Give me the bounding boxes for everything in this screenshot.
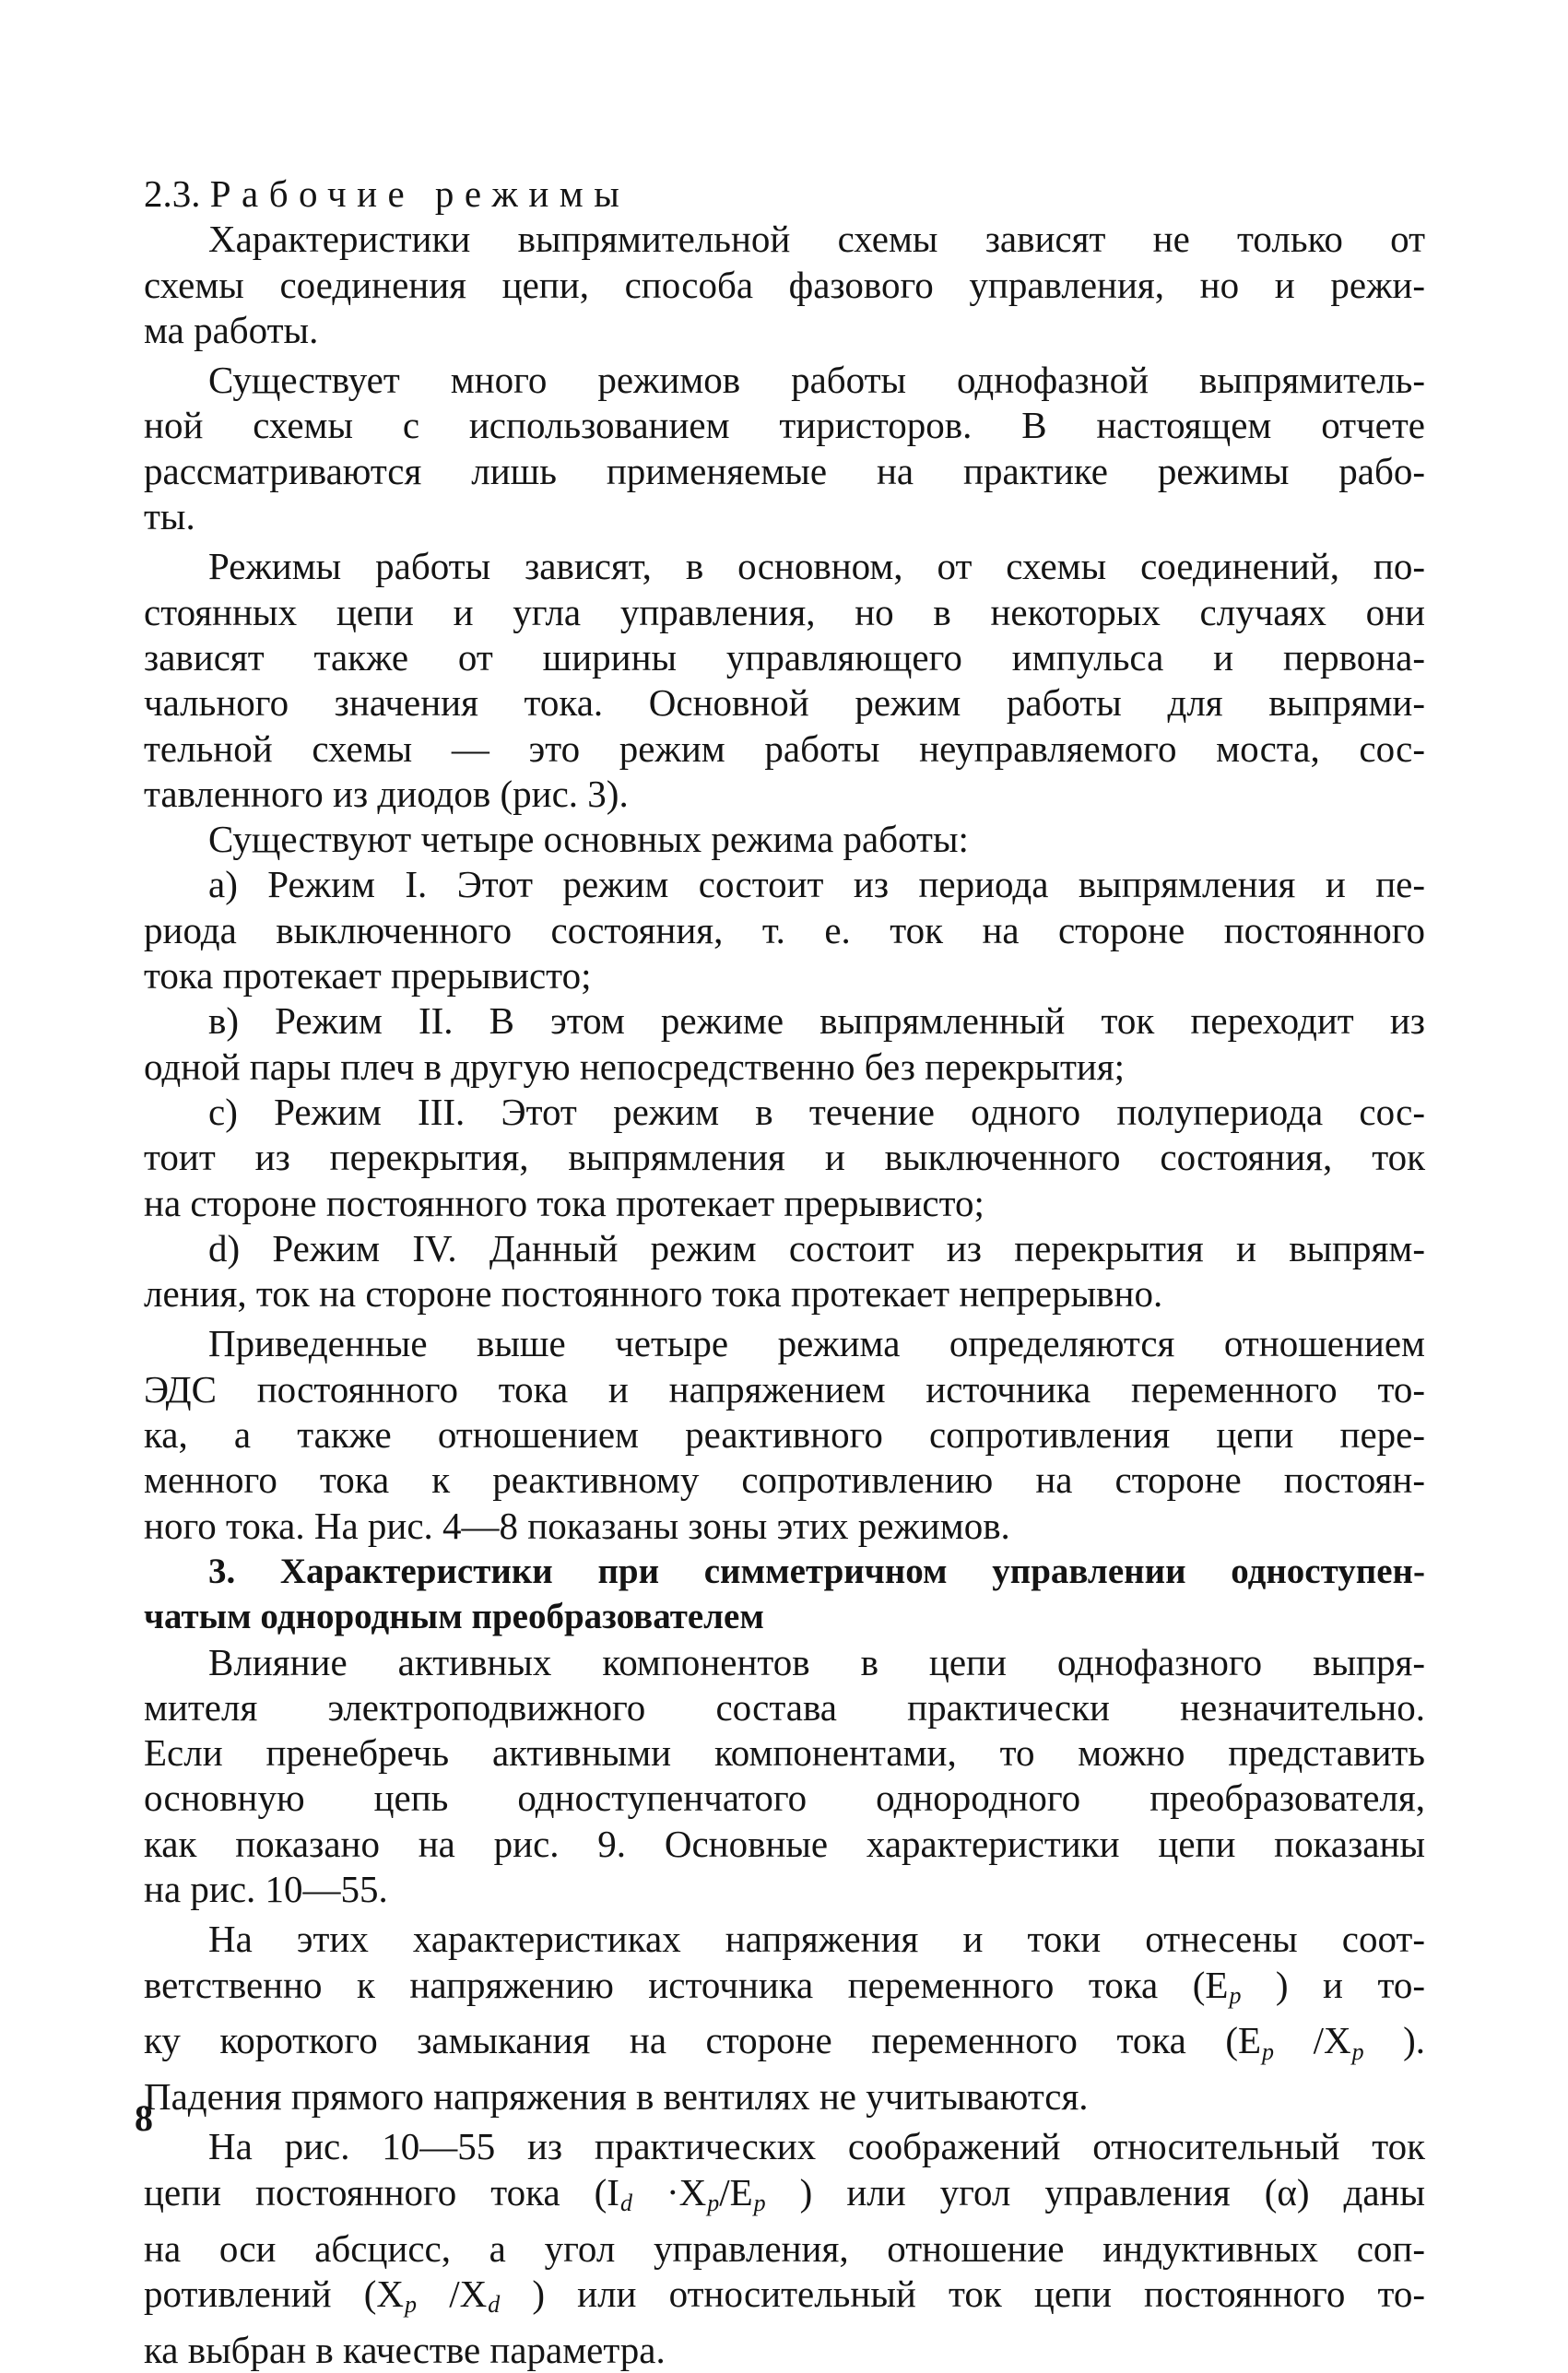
text-run: ). <box>1403 2019 1426 2062</box>
text-line: мителя электроподвижного состава практически незначительно. <box>144 1685 1425 1729</box>
text-line: Существует много режимов работы однофазной выпрямитель- <box>208 359 1425 402</box>
text-run: ) или угол управления (α) даны <box>799 2170 1426 2214</box>
text-column <box>144 171 1425 2373</box>
text-line: Падения прямого напряжения в вентилях не учитываются. <box>144 2075 1089 2119</box>
text-run: ) и то- <box>1275 1963 1426 2006</box>
list-item-line: тоит из перекрытия, выпрямления и выключенного состояния, ток <box>144 1136 1425 1179</box>
text-line: тельной схемы — это режим работы неуправляемого моста, сос- <box>144 726 1425 770</box>
section-number: 2.3. <box>144 172 201 215</box>
formula-line <box>144 2272 1425 2328</box>
text-line: Режимы работы зависят, в основном, от схемы соединений, по- <box>208 545 1425 588</box>
formula-line <box>144 2170 1425 2226</box>
text-line: основную цепь одноступенчатого однородного преобразователя, <box>144 1777 1425 1820</box>
subscript: p <box>707 2190 720 2217</box>
text-line: тавленного из диодов (рис. 3). <box>144 772 629 815</box>
chapter-heading: 3. Характеристики при симметричном управлении одноступен- <box>208 1551 1425 1591</box>
formula-line <box>144 2018 1425 2074</box>
list-item-line: с) Режим III. Этот режим в течение одного полупериода сос- <box>208 1090 1425 1133</box>
subscript: d <box>488 2291 501 2319</box>
list-item-line: ления, ток на стороне постоянного тока протекает непрерывно. <box>144 1272 1163 1316</box>
text-run: /E <box>719 2170 753 2214</box>
subscript: d <box>619 2190 632 2217</box>
text-run: ротивлений (X <box>144 2272 405 2315</box>
text-line: ной схемы с использованием тиристоров. В настоящем отчете <box>144 404 1425 447</box>
text-line: Существуют четыре основных режима работы: <box>208 818 969 861</box>
text-run: цепи постоянного тока (I <box>144 2170 619 2214</box>
text-line: на оси абсцисс, а угол управления, отношение индуктивных соп- <box>144 2226 1425 2270</box>
text-line: рассматриваются лишь применяемые на практике режимы рабо- <box>144 449 1425 492</box>
text-line: ного тока. На рис. 4—8 показаны зоны этих режимов. <box>144 1504 1010 1547</box>
section-title: Рабочие режимы <box>209 172 631 215</box>
text-line: стоянных цепи и угла управления, но в некоторых случаях они <box>144 590 1425 633</box>
text-line: менного тока к реактивному сопротивлению на стороне постоян- <box>144 1458 1425 1502</box>
subscript: p <box>405 2291 418 2319</box>
list-item-line: одной пары плеч в другую непосредственно без перекрытия; <box>144 1045 1126 1088</box>
text-line: Характеристики выпрямительной схемы зависят не только от <box>208 218 1425 261</box>
text-line: Влияние активных компонентов в цепи однофазного выпря- <box>208 1640 1425 1683</box>
list-item-line: риода выключенного состояния, т. е. ток на стороне постоянного <box>144 908 1425 951</box>
chapter-heading: чатым однородным преобразователем <box>144 1597 764 1637</box>
text-line: зависят также от ширины управляющего импульса и первона- <box>144 635 1425 679</box>
text-run: ) или относительный ток цепи постоянного то- <box>532 2272 1426 2315</box>
section-heading <box>144 171 1425 217</box>
list-item-line: а) Режим I. Этот режим состоит из периода выпрямления и пе- <box>208 863 1425 906</box>
text-line: ма работы. <box>144 308 319 351</box>
text-line: схемы соединения цепи, способа фазового управления, но и режи- <box>144 263 1425 306</box>
text-line: На этих характеристиках напряжения и токи отнесены соот- <box>208 1918 1425 1961</box>
subscript: p <box>753 2190 766 2217</box>
list-item-line: d) Режим IV. Данный режим состоит из перекрытия и выпрям- <box>208 1226 1425 1269</box>
text-line: ка выбран в качестве параметра. <box>144 2328 666 2371</box>
list-item-line: на стороне постоянного тока протекает прерывисто; <box>144 1181 984 1224</box>
text-line: ЭДС постоянного тока и напряжением источника переменного то- <box>144 1367 1425 1411</box>
subscript: p <box>1262 2037 1275 2065</box>
text-run: ветственно к напряжению источника переменного тока (E <box>144 1963 1229 2006</box>
text-line: На рис. 10—55 из практических соображений относительный ток <box>208 2125 1425 2168</box>
text-line: на рис. 10—55. <box>144 1867 388 1910</box>
text-line: как показано на рис. 9. Основные характеристики цепи показаны <box>144 1822 1425 1865</box>
subscript: p <box>1229 1982 1242 2010</box>
text-line: ка, а также отношением реактивного сопротивления цепи пере- <box>144 1413 1425 1457</box>
text-run: /X <box>1313 2019 1351 2062</box>
subscript: p <box>1351 2037 1364 2065</box>
text-line: чального значения тока. Основной режим работы для выпрями- <box>144 681 1425 725</box>
text-line: Если пренебречь активными компонентами, то можно представить <box>144 1731 1425 1775</box>
list-item-line: тока протекает прерывисто; <box>144 954 592 998</box>
text-run: ·X <box>666 2170 707 2214</box>
text-line: Приведенные выше четыре режима определяются отношением <box>208 1322 1425 1365</box>
text-run: /X <box>449 2272 488 2315</box>
formula-line <box>144 1963 1425 2019</box>
text-run: ку короткого замыкания на стороне переменного тока (E <box>144 2019 1262 2062</box>
text-line: ты. <box>144 495 195 538</box>
page-number: 8 <box>135 2097 153 2139</box>
list-item-line: в) Режим II. В этом режиме выпрямленный ток переходит из <box>208 999 1425 1043</box>
